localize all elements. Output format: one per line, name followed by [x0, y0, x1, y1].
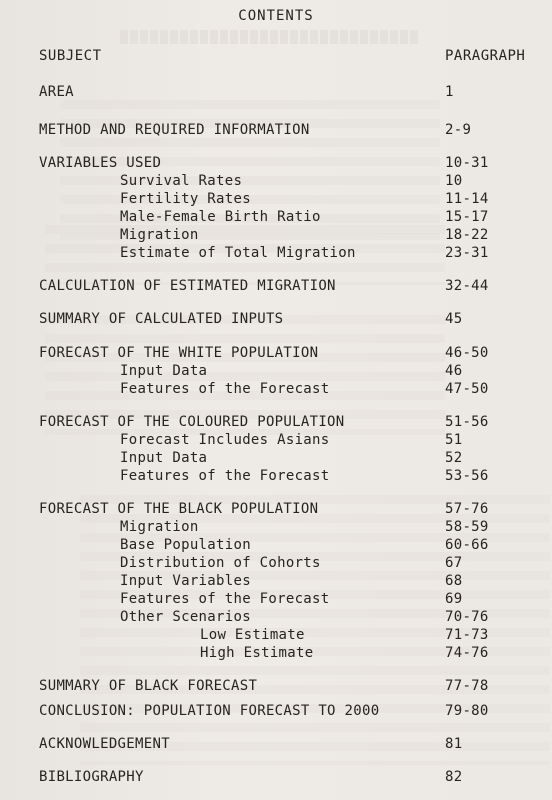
toc-subject: ACKNOWLEDGEMENT — [39, 736, 170, 752]
toc-paragraph: 82 — [445, 769, 463, 785]
toc-entry — [0, 122, 552, 142]
toc-entry — [0, 345, 552, 365]
toc-subject: Survival Rates — [120, 173, 243, 189]
toc-paragraph: 10 — [445, 173, 463, 189]
toc-subject: Male-Female Birth Ratio — [120, 209, 321, 225]
toc-subentry — [0, 537, 552, 557]
toc-subject: Input Data — [120, 450, 208, 466]
toc-subject: CALCULATION OF ESTIMATED MIGRATION — [39, 278, 336, 294]
toc-subject: High Estimate — [200, 645, 314, 661]
toc-paragraph: 1 — [445, 84, 454, 100]
document-title: CONTENTS — [238, 8, 314, 24]
toc-subject: Other Scenarios — [120, 609, 251, 625]
toc-subentry — [0, 363, 552, 383]
toc-paragraph: 46-50 — [445, 345, 489, 361]
toc-paragraph: 15-17 — [445, 209, 489, 225]
toc-paragraph: 2-9 — [445, 122, 472, 138]
toc-paragraph: 68 — [445, 573, 463, 589]
toc-paragraph: 51 — [445, 432, 463, 448]
toc-subject: Fertility Rates — [120, 191, 251, 207]
toc-subject: SUMMARY OF BLACK FORECAST — [39, 678, 258, 694]
toc-subject: Low Estimate — [200, 627, 305, 643]
toc-subject: Base Population — [120, 537, 251, 553]
toc-paragraph: 58-59 — [445, 519, 489, 535]
toc-subentry — [0, 468, 552, 488]
toc-paragraph: 52 — [445, 450, 463, 466]
toc-subentry — [0, 450, 552, 470]
toc-subject: Migration — [120, 227, 199, 243]
toc-paragraph: 57-76 — [445, 501, 489, 517]
toc-subentry — [0, 573, 552, 593]
toc-subentry — [0, 609, 552, 629]
toc-subject: METHOD AND REQUIRED INFORMATION — [39, 122, 310, 138]
toc-paragraph: 10-31 — [445, 155, 489, 171]
paragraph-column-header: PARAGRAPH — [445, 48, 526, 64]
toc-subject: VARIABLES USED — [39, 155, 162, 171]
toc-entry — [0, 155, 552, 175]
toc-entry — [0, 414, 552, 434]
toc-paragraph: 23-31 — [445, 245, 489, 261]
toc-subentry — [0, 591, 552, 611]
toc-entry — [0, 703, 552, 723]
toc-subject: Features of the Forecast — [120, 591, 330, 607]
toc-paragraph: 69 — [445, 591, 463, 607]
toc-subentry — [0, 245, 552, 265]
toc-subsubentry — [0, 627, 552, 647]
toc-entry — [0, 278, 552, 298]
toc-subject: AREA — [39, 84, 74, 100]
toc-subject: Input Variables — [120, 573, 251, 589]
toc-paragraph: 46 — [445, 363, 463, 379]
toc-subentry — [0, 381, 552, 401]
toc-subject: FORECAST OF THE WHITE POPULATION — [39, 345, 319, 361]
toc-subject: Features of the Forecast — [120, 381, 330, 397]
toc-subentry — [0, 173, 552, 193]
toc-paragraph: 18-22 — [445, 227, 489, 243]
toc-subject: Input Data — [120, 363, 208, 379]
toc-paragraph: 67 — [445, 555, 463, 571]
toc-paragraph: 51-56 — [445, 414, 489, 430]
toc-entry — [0, 678, 552, 698]
toc-entry — [0, 769, 552, 789]
toc-entry — [0, 736, 552, 756]
toc-subentry — [0, 191, 552, 211]
toc-paragraph: 11-14 — [445, 191, 489, 207]
toc-entry — [0, 501, 552, 521]
subject-column-header: SUBJECT — [39, 48, 102, 64]
show-through-texture — [120, 30, 420, 44]
toc-paragraph: 79-80 — [445, 703, 489, 719]
toc-entry — [0, 311, 552, 331]
toc-paragraph: 60-66 — [445, 537, 489, 553]
toc-subject: Forecast Includes Asians — [120, 432, 330, 448]
toc-subject: FORECAST OF THE COLOURED POPULATION — [39, 414, 345, 430]
toc-subentry — [0, 227, 552, 247]
toc-subject: Estimate of Total Migration — [120, 245, 356, 261]
toc-paragraph: 71-73 — [445, 627, 489, 643]
toc-paragraph: 81 — [445, 736, 463, 752]
toc-subject: SUMMARY OF CALCULATED INPUTS — [39, 311, 284, 327]
toc-paragraph: 70-76 — [445, 609, 489, 625]
toc-subject: CONCLUSION: POPULATION FORECAST TO 2000 — [39, 703, 380, 719]
toc-paragraph: 53-56 — [445, 468, 489, 484]
toc-paragraph: 45 — [445, 311, 463, 327]
toc-subentry — [0, 555, 552, 575]
toc-subentry — [0, 519, 552, 539]
toc-paragraph: 32-44 — [445, 278, 489, 294]
toc-subject: Features of the Forecast — [120, 468, 330, 484]
toc-subentry — [0, 209, 552, 229]
toc-subsubentry — [0, 645, 552, 665]
toc-paragraph: 77-78 — [445, 678, 489, 694]
toc-paragraph: 47-50 — [445, 381, 489, 397]
toc-subject: BIBLIOGRAPHY — [39, 769, 144, 785]
toc-subentry — [0, 432, 552, 452]
toc-paragraph: 74-76 — [445, 645, 489, 661]
toc-subject: Migration — [120, 519, 199, 535]
toc-entry — [0, 84, 552, 104]
toc-subject: Distribution of Cohorts — [120, 555, 321, 571]
toc-subject: FORECAST OF THE BLACK POPULATION — [39, 501, 319, 517]
